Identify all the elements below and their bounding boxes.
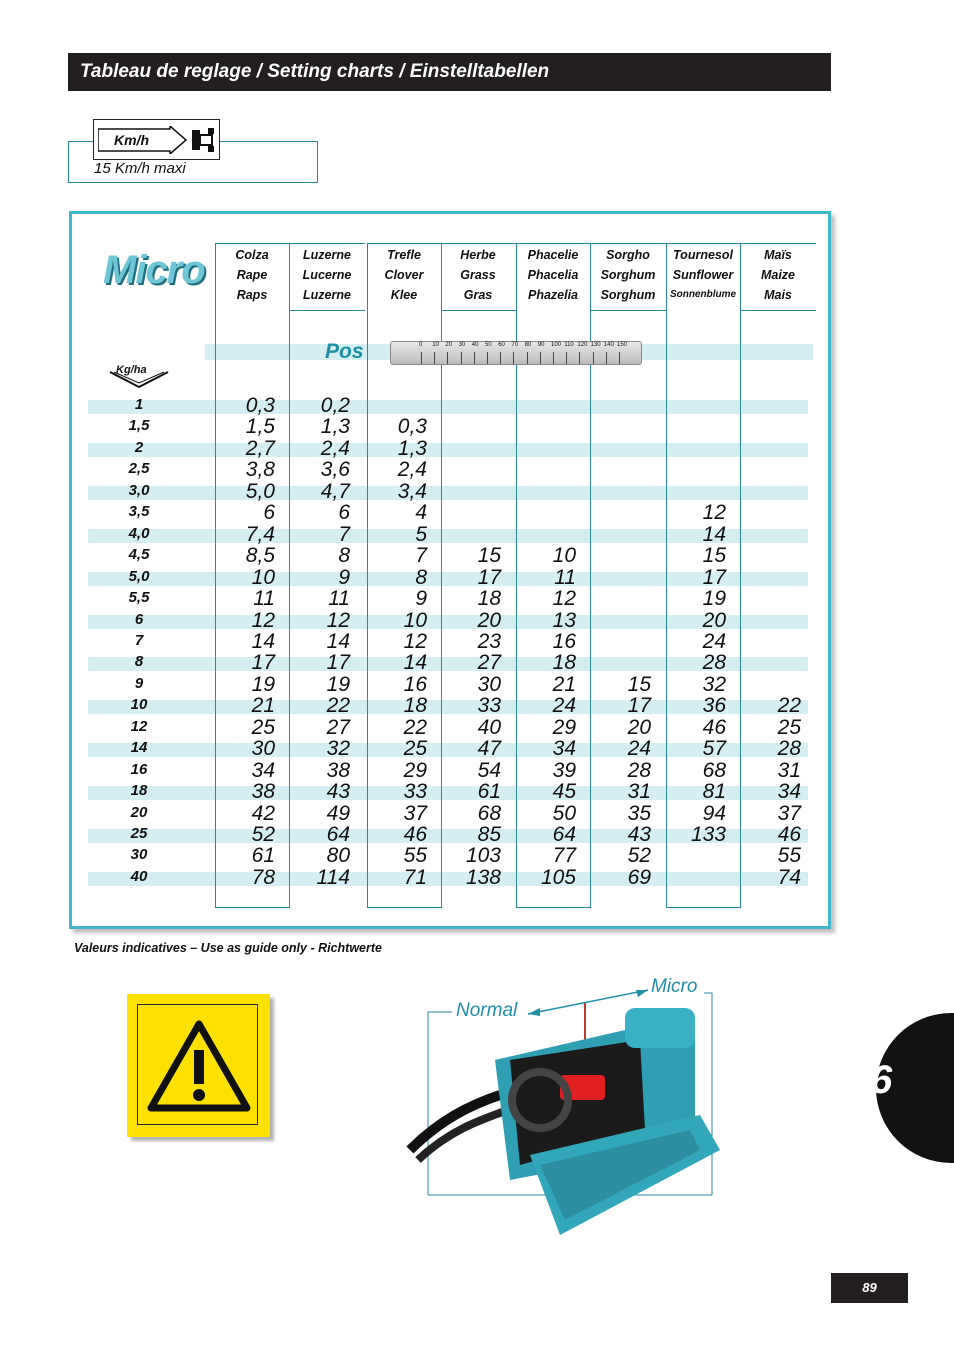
column-header-line: Phacelia bbox=[527, 268, 579, 282]
ruler-tick bbox=[540, 352, 541, 364]
table-cell: 17 bbox=[702, 565, 726, 589]
table-cell: 4 bbox=[415, 501, 427, 525]
table-cell: 69 bbox=[627, 865, 651, 889]
table-cell: 24 bbox=[702, 629, 726, 653]
table-cell: 12 bbox=[552, 587, 576, 611]
table-cell: 29 bbox=[403, 758, 427, 782]
table-cell: 7 bbox=[338, 522, 350, 546]
table-cell: 81 bbox=[702, 780, 726, 804]
table-cell: 6 bbox=[338, 501, 350, 525]
pos-label: Pos bbox=[325, 340, 364, 363]
table-cell: 68 bbox=[702, 758, 726, 782]
table-cell: 33 bbox=[477, 694, 501, 718]
ruler-tick-label: 60 bbox=[498, 342, 505, 348]
kg-ha-label: Kg/ha bbox=[116, 364, 147, 376]
table-cell: 33 bbox=[403, 780, 427, 804]
table-cell: 5,0 bbox=[245, 479, 275, 503]
table-cell: 2,7 bbox=[245, 436, 275, 460]
rate-label: 8 bbox=[134, 653, 144, 671]
column-header-line: Lucerne bbox=[302, 268, 352, 282]
table-cell: 2,4 bbox=[397, 458, 427, 482]
table-cell: 31 bbox=[627, 780, 651, 804]
column-header-line: Phacelie bbox=[527, 248, 579, 262]
column-header bbox=[367, 245, 441, 305]
ruler-tick-label: 70 bbox=[511, 342, 519, 348]
table-cell: 34 bbox=[251, 758, 275, 782]
table-cell: 17 bbox=[477, 565, 501, 589]
header-title: Tableau de reglage / Setting charts / Einstelltabellen bbox=[80, 61, 550, 82]
rate-label: 5,0 bbox=[128, 567, 150, 585]
column-header-line: Tournesol bbox=[673, 248, 733, 262]
table-cell: 54 bbox=[477, 758, 501, 782]
table-cell: 38 bbox=[251, 780, 275, 804]
ruler-tick-label: 0 bbox=[419, 342, 423, 348]
column-header bbox=[441, 245, 515, 305]
ruler-tick-label: 120 bbox=[577, 342, 588, 348]
table-cell: 30 bbox=[251, 737, 275, 761]
column-header bbox=[215, 245, 289, 305]
table-cell: 61 bbox=[251, 844, 275, 868]
table-cell: 22 bbox=[403, 715, 427, 739]
ruler-tick-label: 150 bbox=[617, 342, 628, 348]
table-cell: 43 bbox=[627, 823, 651, 846]
column-header bbox=[741, 245, 815, 305]
table-cell: 28 bbox=[702, 651, 726, 675]
table-cell: 19 bbox=[326, 672, 350, 696]
table-cell: 3,4 bbox=[397, 479, 427, 503]
column-header-line: Luzerne bbox=[303, 288, 351, 302]
table-cell: 18 bbox=[403, 694, 427, 718]
ruler-tick-label: 90 bbox=[537, 342, 545, 348]
micro-label: Micro bbox=[651, 976, 698, 997]
ruler-tick-label: 40 bbox=[471, 342, 479, 348]
table-cell: 68 bbox=[477, 801, 501, 825]
ruler-tick bbox=[593, 352, 594, 364]
table-cell: 43 bbox=[326, 780, 350, 804]
table-cell: 52 bbox=[627, 844, 651, 868]
rate-label: 1,5 bbox=[128, 417, 150, 435]
table-cell: 8 bbox=[338, 544, 350, 568]
table-cell: 46 bbox=[403, 823, 427, 846]
table-cell: 11 bbox=[554, 565, 576, 589]
table-cell: 5 bbox=[415, 522, 427, 546]
rate-label: 20 bbox=[130, 803, 148, 821]
table-cell: 138 bbox=[465, 865, 501, 889]
table-cell: 21 bbox=[251, 694, 275, 718]
table-cell: 27 bbox=[477, 651, 501, 675]
table-cell: 55 bbox=[403, 844, 427, 868]
table-cell: 17 bbox=[326, 651, 350, 675]
table-cell: 11 bbox=[328, 587, 350, 611]
machine-photo bbox=[400, 980, 740, 1240]
table-cell: 17 bbox=[251, 651, 275, 675]
ruler-tick bbox=[461, 352, 462, 364]
table-cell: 46 bbox=[777, 823, 801, 846]
table-cell: 14 bbox=[326, 629, 350, 653]
ruler-tick bbox=[513, 352, 514, 364]
warning-sign bbox=[127, 994, 270, 1137]
ruler-tick bbox=[500, 352, 501, 364]
table-cell: 28 bbox=[627, 758, 651, 782]
table-cell: 10 bbox=[251, 565, 275, 589]
page-number: 89 bbox=[831, 1273, 908, 1303]
ruler-tick-label: 20 bbox=[445, 342, 453, 348]
speed-badge bbox=[93, 119, 220, 160]
table-cell: 16 bbox=[403, 672, 427, 696]
table-cell: 37 bbox=[777, 801, 801, 825]
table-cell: 12 bbox=[403, 629, 427, 653]
rate-label: 18 bbox=[130, 782, 148, 800]
table-cell: 114 bbox=[316, 865, 350, 889]
table-cell: 55 bbox=[777, 844, 801, 868]
table-cell: 0,3 bbox=[245, 394, 275, 417]
table-cell: 35 bbox=[627, 801, 651, 825]
table-cell: 3,6 bbox=[320, 458, 350, 482]
table-cell: 64 bbox=[552, 823, 576, 846]
column-header bbox=[591, 245, 665, 305]
table-cell: 20 bbox=[477, 608, 501, 632]
table-cell: 74 bbox=[777, 865, 801, 889]
table-cell: 61 bbox=[477, 780, 501, 804]
table-cell: 12 bbox=[326, 608, 350, 632]
micro-title: Micro bbox=[103, 248, 205, 292]
table-cell: 0,2 bbox=[320, 394, 350, 417]
table-cell: 12 bbox=[702, 501, 726, 525]
table-cell: 94 bbox=[702, 801, 726, 825]
table-cell: 37 bbox=[403, 801, 427, 825]
table-cell: 30 bbox=[477, 672, 501, 696]
rate-label: 12 bbox=[130, 717, 148, 735]
rate-label: 5,5 bbox=[128, 589, 150, 607]
table-cell: 14 bbox=[403, 651, 427, 675]
table-cell: 32 bbox=[702, 672, 726, 696]
rate-label: 4,0 bbox=[128, 524, 150, 542]
column-header-line: Colza bbox=[235, 248, 269, 262]
table-cell: 29 bbox=[552, 715, 576, 739]
column-header-line: Sorghum bbox=[600, 268, 656, 282]
column-header-line: Phazelia bbox=[527, 288, 579, 302]
table-cell: 23 bbox=[477, 629, 501, 653]
position-ruler bbox=[390, 341, 642, 365]
table-cell: 4,7 bbox=[320, 479, 350, 503]
table-cell: 40 bbox=[477, 715, 501, 739]
table-cell: 38 bbox=[326, 758, 350, 782]
rate-label: 14 bbox=[130, 739, 148, 757]
speed-unit: Km/h bbox=[114, 132, 149, 148]
table-cell: 32 bbox=[326, 737, 350, 761]
table-cell: 133 bbox=[690, 823, 726, 846]
table-cell: 25 bbox=[403, 737, 427, 761]
rate-label: 1 bbox=[134, 396, 144, 413]
rate-label: 4,5 bbox=[128, 546, 150, 564]
table-cell: 16 bbox=[552, 629, 576, 653]
table-cell: 50 bbox=[552, 801, 576, 825]
table-cell: 19 bbox=[702, 587, 726, 611]
table-cell: 78 bbox=[251, 865, 275, 889]
column-header-line: Sorghum bbox=[600, 288, 656, 302]
page-header bbox=[68, 53, 831, 91]
tractor-icon bbox=[188, 126, 216, 154]
column-header-line: Grass bbox=[460, 268, 496, 282]
chapter-number: 6 bbox=[870, 1058, 893, 1102]
table-cell: 18 bbox=[552, 651, 576, 675]
table-cell: 13 bbox=[552, 608, 576, 632]
normal-label: Normal bbox=[456, 1000, 518, 1021]
ruler-tick-label: 50 bbox=[485, 342, 492, 348]
ruler-tick bbox=[474, 352, 475, 364]
table-cell: 8,5 bbox=[245, 544, 275, 568]
rate-label: 6 bbox=[134, 610, 144, 628]
table-cell: 19 bbox=[251, 672, 275, 696]
column-header-line: Klee bbox=[390, 288, 418, 302]
table-cell: 15 bbox=[702, 544, 726, 568]
table-cell: 28 bbox=[777, 737, 801, 761]
column-header-line: Sorgho bbox=[606, 248, 650, 262]
column-header bbox=[516, 245, 590, 305]
rate-label: 25 bbox=[130, 825, 148, 842]
table-cell: 1,3 bbox=[320, 415, 350, 439]
table-cell: 52 bbox=[251, 823, 275, 846]
table-cell: 45 bbox=[552, 780, 576, 804]
table-cell: 34 bbox=[777, 780, 801, 804]
table-cell: 11 bbox=[253, 587, 275, 611]
table-cell: 42 bbox=[251, 801, 275, 825]
table-cell: 64 bbox=[326, 823, 350, 846]
guide-note: Valeurs indicatives – Use as guide only - Richtwerte bbox=[74, 941, 382, 955]
table-cell: 36 bbox=[702, 694, 726, 718]
ruler-tick bbox=[579, 352, 580, 364]
table-cell: 0,3 bbox=[397, 415, 427, 439]
column-header-line: Maize bbox=[760, 268, 796, 282]
column-header-line: Clover bbox=[384, 268, 424, 282]
table-cell: 31 bbox=[777, 758, 801, 782]
ruler-tick bbox=[421, 352, 422, 364]
table-cell: 57 bbox=[702, 737, 726, 761]
table-cell: 8 bbox=[415, 565, 427, 589]
ruler-tick-label: 30 bbox=[458, 342, 466, 348]
column-header-line: Sonnenblume bbox=[669, 289, 737, 300]
table-cell: 24 bbox=[627, 737, 651, 761]
table-cell: 20 bbox=[702, 608, 726, 632]
table-cell: 14 bbox=[251, 629, 275, 653]
table-cell: 49 bbox=[326, 801, 350, 825]
rate-label: 7 bbox=[134, 631, 144, 649]
table-cell: 14 bbox=[702, 522, 726, 546]
ruler-tick bbox=[553, 352, 554, 364]
rate-label: 10 bbox=[130, 696, 148, 714]
ruler-tick bbox=[447, 352, 448, 364]
table-cell: 25 bbox=[777, 715, 801, 739]
ruler-tick bbox=[527, 352, 528, 364]
column-header-line: Raps bbox=[236, 288, 268, 302]
rate-label: 30 bbox=[130, 846, 148, 864]
table-cell: 15 bbox=[477, 544, 501, 568]
column-header-line: Mais bbox=[764, 288, 792, 302]
column-header-line: Gras bbox=[463, 288, 493, 302]
table-cell: 27 bbox=[326, 715, 350, 739]
ruler-tick bbox=[566, 352, 567, 364]
warning-icon bbox=[147, 1020, 251, 1112]
table-cell: 20 bbox=[627, 715, 651, 739]
column-header-line: Rape bbox=[236, 268, 268, 282]
table-cell: 15 bbox=[627, 672, 651, 696]
ruler-tick bbox=[606, 352, 607, 364]
table-cell: 7,4 bbox=[245, 522, 275, 546]
ruler-tick-label: 100 bbox=[551, 342, 562, 348]
column-header bbox=[290, 245, 364, 305]
rate-label: 16 bbox=[130, 760, 148, 778]
table-cell: 39 bbox=[552, 758, 576, 782]
table-cell: 9 bbox=[415, 587, 427, 611]
column-header bbox=[666, 245, 740, 305]
table-cell: 21 bbox=[552, 672, 576, 696]
table-cell: 6 bbox=[263, 501, 275, 525]
table-cell: 12 bbox=[251, 608, 275, 632]
table-cell: 17 bbox=[627, 694, 651, 718]
rate-label: 40 bbox=[130, 867, 148, 885]
table-cell: 1,5 bbox=[245, 415, 275, 439]
table-cell: 47 bbox=[477, 737, 501, 761]
table-cell: 10 bbox=[403, 608, 427, 632]
table-cell: 85 bbox=[477, 823, 501, 846]
ruler-tick-label: 140 bbox=[603, 342, 614, 348]
table-cell: 105 bbox=[540, 865, 576, 889]
table-cell: 1,3 bbox=[397, 436, 427, 460]
ruler-tick-label: 80 bbox=[524, 342, 532, 348]
table-cell: 71 bbox=[403, 865, 427, 889]
rate-label: 3,0 bbox=[128, 481, 150, 499]
rate-label: 2 bbox=[134, 438, 144, 456]
rate-label: 9 bbox=[134, 674, 144, 692]
ruler-tick bbox=[487, 352, 488, 364]
speed-max-text: 15 Km/h maxi bbox=[94, 160, 186, 177]
table-cell: 9 bbox=[338, 565, 350, 589]
column-header-line: Herbe bbox=[460, 248, 496, 262]
table-cell: 7 bbox=[415, 544, 427, 568]
table-cell: 22 bbox=[326, 694, 350, 718]
table-cell: 10 bbox=[552, 544, 576, 568]
ruler-tick bbox=[619, 352, 620, 364]
column-header-line: Trefle bbox=[387, 248, 421, 262]
ruler-tick bbox=[434, 352, 435, 364]
table-cell: 80 bbox=[326, 844, 350, 868]
rate-label: 3,5 bbox=[128, 503, 150, 521]
table-cell: 34 bbox=[552, 737, 576, 761]
table-cell: 22 bbox=[777, 694, 801, 718]
column-header-line: Sunflower bbox=[672, 268, 734, 282]
table-cell: 3,8 bbox=[245, 458, 275, 482]
table-cell: 2,4 bbox=[320, 436, 350, 460]
ruler-tick-label: 130 bbox=[590, 342, 601, 348]
table-cell: 18 bbox=[477, 587, 501, 611]
table-cell: 77 bbox=[552, 844, 576, 868]
table-cell: 46 bbox=[702, 715, 726, 739]
table-cell: 24 bbox=[552, 694, 576, 718]
table-cell: 25 bbox=[251, 715, 275, 739]
ruler-tick-label: 10 bbox=[432, 342, 439, 348]
rate-label: 2,5 bbox=[128, 460, 150, 478]
column-header-line: Luzerne bbox=[303, 248, 351, 262]
ruler-tick-label: 110 bbox=[564, 342, 574, 348]
column-header-line: Maïs bbox=[764, 248, 792, 262]
table-cell: 103 bbox=[465, 844, 501, 868]
